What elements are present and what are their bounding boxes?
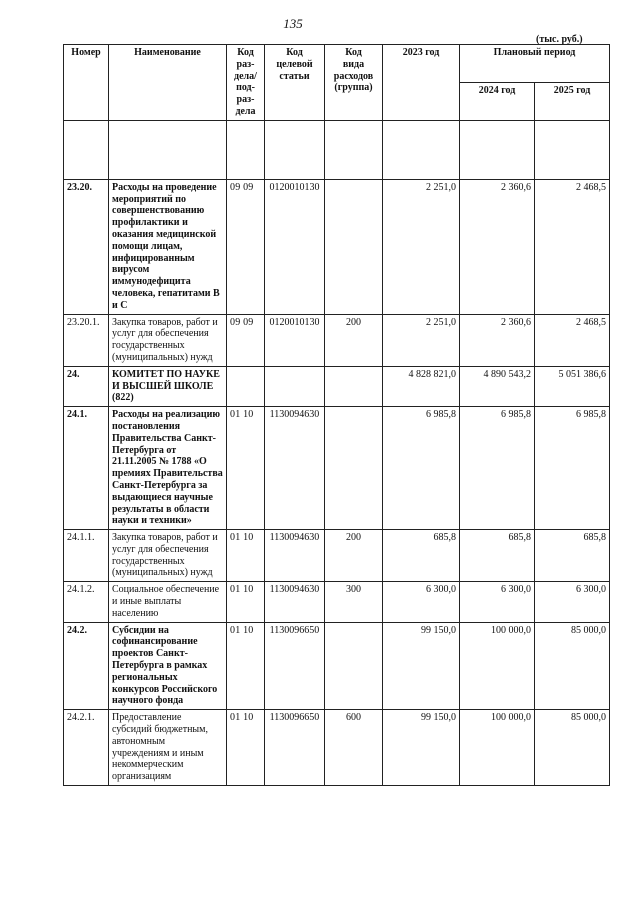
header-plan-period: Плановый период — [460, 45, 610, 83]
cell-target-code: 1130094630 — [265, 582, 325, 622]
table-row — [64, 710, 610, 786]
cell-amount-2025: 2 468,5 — [535, 314, 610, 366]
cell-target-code: 1130096650 — [265, 710, 325, 786]
cell-amount-2023: 2 251,0 — [383, 314, 460, 366]
cell-amount-2025: 5 051 386,6 — [535, 366, 610, 406]
cell-number: 24. — [64, 366, 109, 406]
cell-expense-code: 300 — [325, 582, 383, 622]
cell-amount-2023: 2 251,0 — [383, 179, 460, 314]
cell-amount-2025: 6 985,8 — [535, 407, 610, 530]
header-spacer-row — [64, 120, 610, 179]
header-section-line: Код — [237, 47, 254, 58]
cell-amount-2025: 85 000,0 — [535, 622, 610, 710]
cell-expense-code: 200 — [325, 314, 383, 366]
table-header — [64, 45, 610, 180]
table-row — [64, 582, 610, 622]
cell-name: Расходы на проведение мероприятий по совершенствованию профилактики и оказания медицинской помощи лицам, инфицированным вирусом иммунодефицита человека, гепатитами В и С — [109, 179, 227, 314]
table-row — [64, 530, 610, 582]
cell-name: Закупка товаров, работ и услуг для обеспечения государственных (муниципальных) нужд — [109, 314, 227, 366]
cell-amount-2023: 99 150,0 — [383, 622, 460, 710]
budget-table — [63, 44, 610, 786]
cell-amount-2024: 6 300,0 — [460, 582, 535, 622]
cell-target-code: 0120010130 — [265, 314, 325, 366]
cell-amount-2023: 6 985,8 — [383, 407, 460, 530]
header-section-line: дела — [235, 105, 256, 117]
units-label: (тыс. руб.) — [536, 34, 583, 45]
cell-expense-code — [325, 622, 383, 710]
cell-amount-2023: 6 300,0 — [383, 582, 460, 622]
cell-target-code — [265, 366, 325, 406]
header-target-line: Код — [286, 47, 303, 58]
cell-amount-2025: 2 468,5 — [535, 179, 610, 314]
cell-name: КОМИТЕТ ПО НАУКЕ И ВЫСШЕЙ ШКОЛЕ (822) — [109, 366, 227, 406]
cell-number: 24.1. — [64, 407, 109, 530]
header-2023: 2023 год — [383, 45, 460, 121]
cell-section-code: 01 10 — [227, 530, 265, 582]
cell-section-code: 01 10 — [227, 407, 265, 530]
cell-expense-code: 600 — [325, 710, 383, 786]
table-row — [64, 407, 610, 530]
header-number: Номер — [64, 45, 109, 121]
cell-section-code: 01 10 — [227, 622, 265, 710]
header-expense-line: (группа) — [334, 82, 373, 94]
cell-target-code: 1130094630 — [265, 530, 325, 582]
header-target-line: статьи — [279, 70, 310, 82]
cell-name: Закупка товаров, работ и услуг для обеспечения государственных (муниципальных) нужд — [109, 530, 227, 582]
cell-name: Предоставление субсидий бюджетным, автономным учреждениям и иным некоммерческим организациям — [109, 710, 227, 786]
table-row — [64, 366, 610, 406]
cell-expense-code — [325, 366, 383, 406]
cell-expense-code — [325, 179, 383, 314]
cell-amount-2024: 4 890 543,2 — [460, 366, 535, 406]
cell-target-code: 1130094630 — [265, 407, 325, 530]
header-target-line: целевой — [276, 58, 313, 70]
cell-target-code: 1130096650 — [265, 622, 325, 710]
cell-number: 24.2. — [64, 622, 109, 710]
cell-section-code: 09 09 — [227, 314, 265, 366]
cell-amount-2023: 685,8 — [383, 530, 460, 582]
cell-amount-2024: 100 000,0 — [460, 622, 535, 710]
cell-number: 24.1.1. — [64, 530, 109, 582]
cell-amount-2024: 6 985,8 — [460, 407, 535, 530]
cell-number: 23.20.1. — [64, 314, 109, 366]
cell-name: Расходы на реализацию постановления Правительства Санкт-Петербурга от 21.11.2005 № 1788 «О премиях Правительства Санкт-Петербурга за выдающиеся научные результаты в области науки и техники» — [109, 407, 227, 530]
cell-section-code — [227, 366, 265, 406]
cell-amount-2025: 685,8 — [535, 530, 610, 582]
header-expense-line: вида — [342, 58, 365, 70]
cell-section-code: 01 10 — [227, 582, 265, 622]
table-row — [64, 314, 610, 366]
table-body — [64, 179, 610, 785]
cell-amount-2025: 85 000,0 — [535, 710, 610, 786]
header-section-line: раз- — [236, 94, 255, 106]
header-2025: 2025 год — [535, 82, 610, 120]
header-target-code — [265, 45, 325, 121]
header-section-line: раз- — [236, 58, 255, 70]
header-expense-code — [325, 45, 383, 121]
cell-section-code: 09 09 — [227, 179, 265, 314]
cell-name: Субсидии на софинансирование проектов Санкт-Петербурга в рамках региональных конкурсов Российского научного фонда — [109, 622, 227, 710]
header-expense-line: Код — [345, 47, 362, 58]
header-section-line: под- — [236, 82, 255, 94]
header-section-line: дела/ — [234, 70, 257, 82]
cell-amount-2024: 2 360,6 — [460, 179, 535, 314]
cell-amount-2024: 100 000,0 — [460, 710, 535, 786]
page-number: 135 — [283, 16, 303, 31]
cell-amount-2025: 6 300,0 — [535, 582, 610, 622]
header-name: Наименование — [109, 45, 227, 121]
cell-number: 24.1.2. — [64, 582, 109, 622]
header-expense-line: расходов — [333, 70, 374, 82]
cell-amount-2024: 2 360,6 — [460, 314, 535, 366]
table-row — [64, 622, 610, 710]
cell-number: 24.2.1. — [64, 710, 109, 786]
cell-expense-code: 200 — [325, 530, 383, 582]
cell-expense-code — [325, 407, 383, 530]
cell-target-code: 0120010130 — [265, 179, 325, 314]
header-section-code — [227, 45, 265, 121]
header-2024: 2024 год — [460, 82, 535, 120]
cell-name: Социальное обеспечение и иные выплаты населению — [109, 582, 227, 622]
cell-amount-2023: 4 828 821,0 — [383, 366, 460, 406]
table-row — [64, 179, 610, 314]
cell-section-code: 01 10 — [227, 710, 265, 786]
cell-number: 23.20. — [64, 179, 109, 314]
cell-amount-2023: 99 150,0 — [383, 710, 460, 786]
cell-amount-2024: 685,8 — [460, 530, 535, 582]
